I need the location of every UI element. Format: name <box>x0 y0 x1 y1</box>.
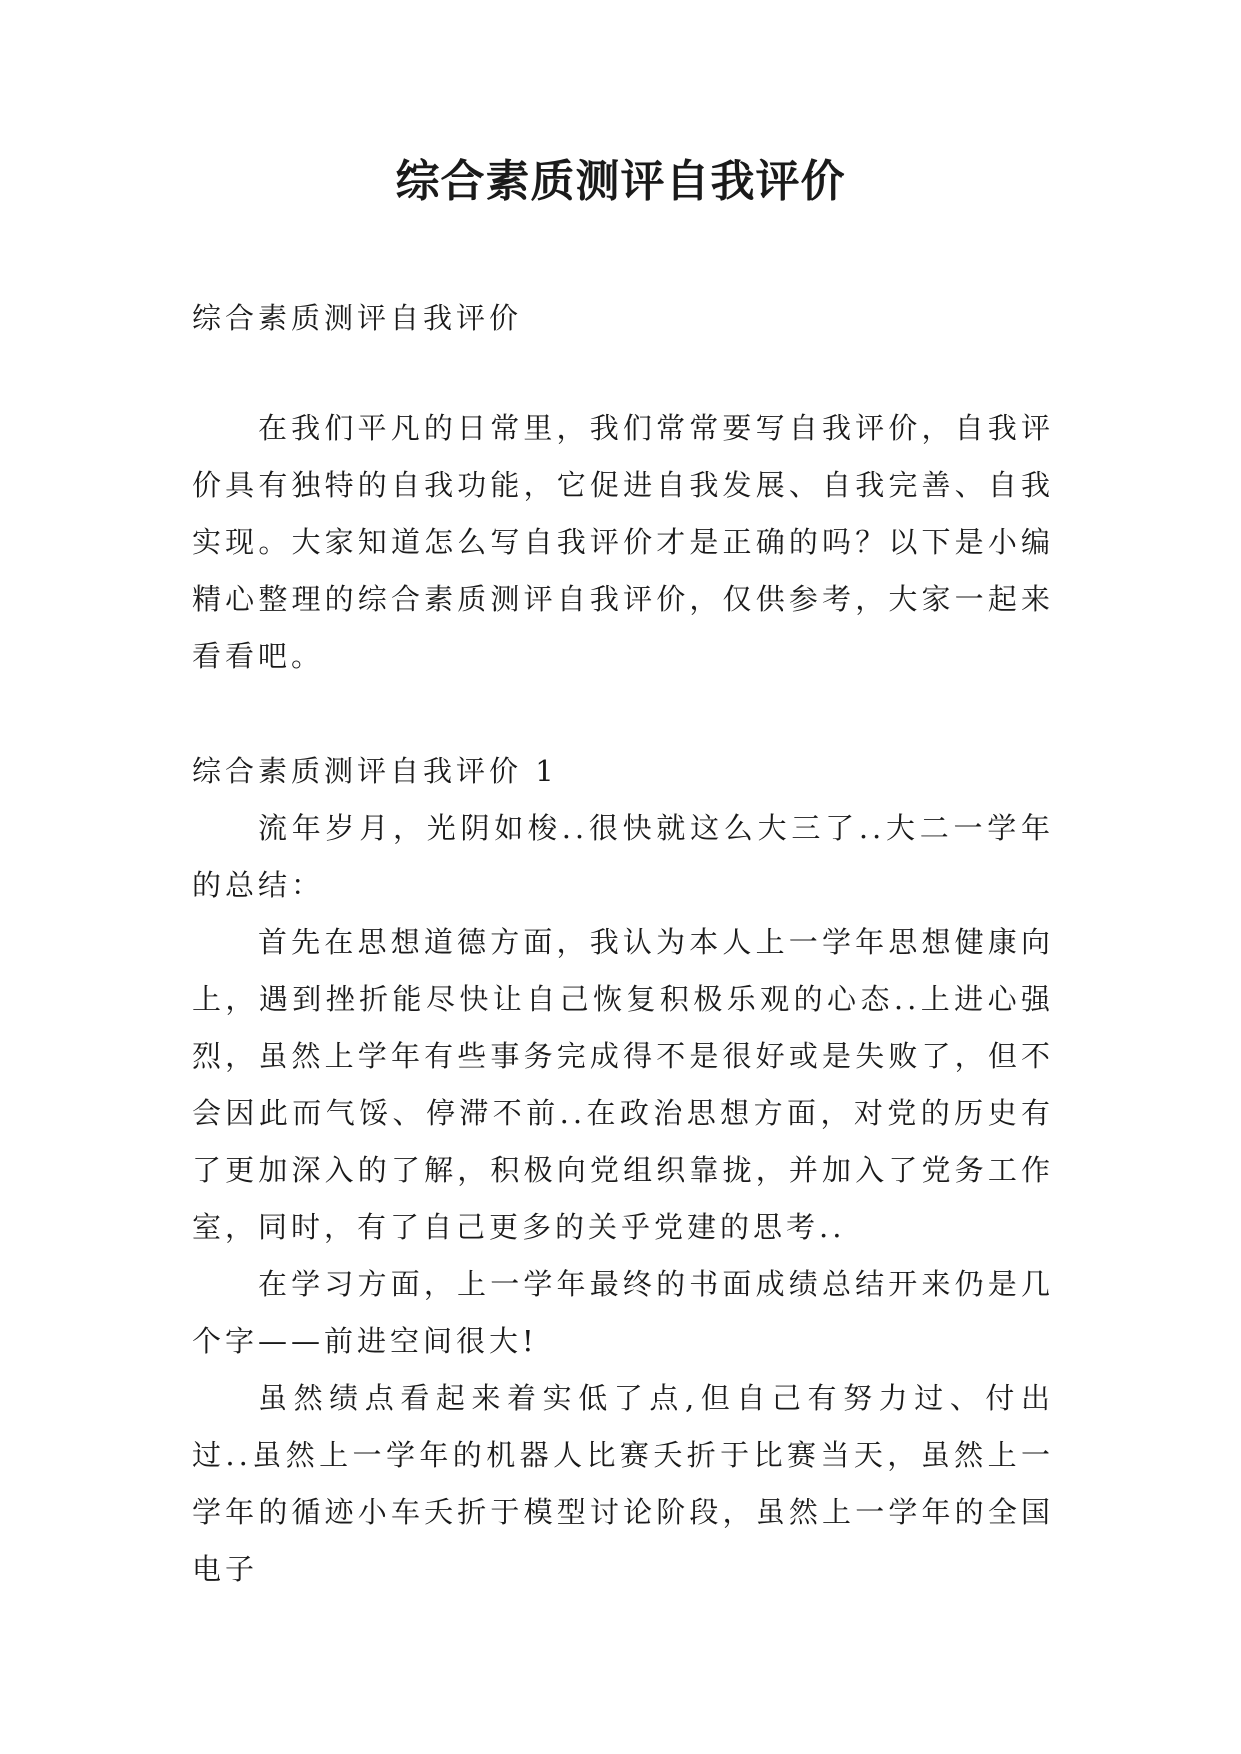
document-subtitle: 综合素质测评自我评价 <box>192 301 523 335</box>
body-paragraph: 首先在思想道德方面，我认为本人上一学年思想健康向上，遇到挫折能尽快让自己恢复积极乐观的心态..上进心强烈，虽然上学年有些事务完成得不是很好或是失败了，但不会因此而气馁、停滞不前..在政治思想方面，对党的历史有了更加深入的了解，积极向党组织靠拢，并加入了党务工作室，同时，有了自己更多的关乎党建的思考.. <box>192 925 1054 1244</box>
intro-paragraph: 在我们平凡的日常里，我们常常要写自我评价，自我评价具有独特的自我功能，它促进自我发展、自我完善、自我实现。大家知道怎么写自我评价才是正确的吗？以下是小编精心整理的综合素质测评自我评价，仅供参考，大家一起来看看吧。 <box>192 411 1054 673</box>
body-paragraph: 虽然绩点看起来着实低了点,但自己有努力过、付出过..虽然上一学年的机器人比赛夭折于比赛当天，虽然上一学年的循迹小车夭折于模型讨论阶段，虽然上一学年的全国电子 <box>192 1381 1054 1586</box>
body-paragraph: 在学习方面，上一学年最终的书面成绩总结开来仍是几个字——前进空间很大! <box>192 1267 1054 1358</box>
body-paragraph: 流年岁月，光阴如梭..很快就这么大三了..大二一学年的总结： <box>192 811 1054 902</box>
section-heading: 综合素质测评自我评价 1 <box>192 754 558 788</box>
document-body <box>192 290 1054 1598</box>
document-title: 综合素质测评自我评价 <box>395 156 846 207</box>
